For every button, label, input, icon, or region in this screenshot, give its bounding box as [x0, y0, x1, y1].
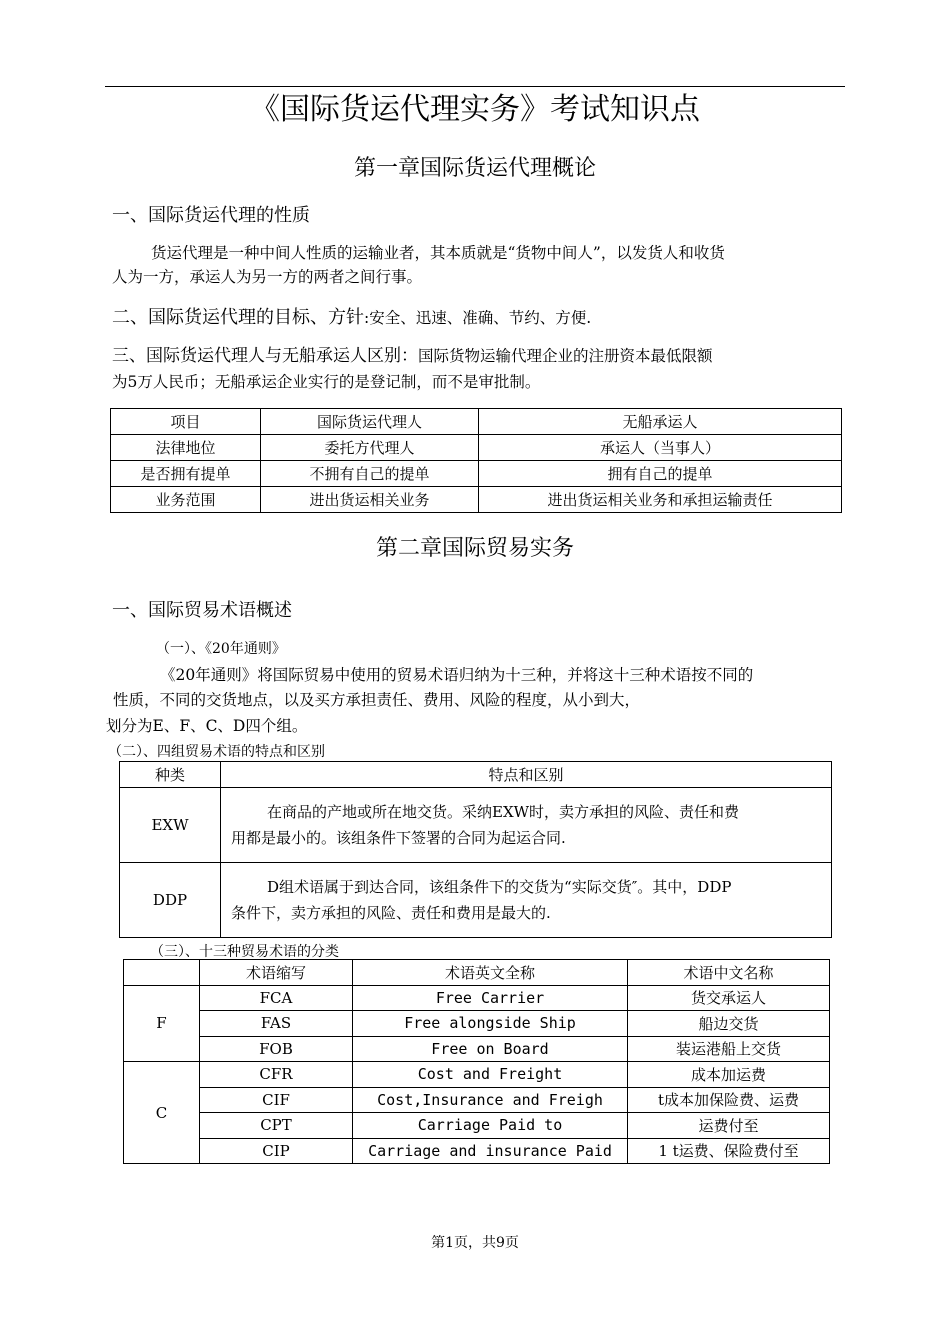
table-row	[124, 1062, 830, 1088]
table-cell: Cost,Insurance and Freigh	[353, 1087, 628, 1113]
table-row	[124, 1113, 830, 1139]
table-cell: 是否拥有提单	[111, 461, 261, 487]
table-cell: t成本加保险费、运费	[628, 1087, 830, 1113]
table-cell: Carriage and insurance Paid	[353, 1138, 628, 1164]
section2	[112, 305, 591, 331]
terms-table	[123, 959, 830, 1164]
table-cell: 委托方代理人	[261, 435, 479, 461]
table-cell: EXW	[120, 788, 221, 863]
table-cell: 法律地位	[111, 435, 261, 461]
table-header-row	[124, 960, 830, 986]
section3-text2: 为5万人民币；无船承运企业实行的是登记制，而不是审批制。	[112, 373, 541, 391]
table-cell: 进出货运相关业务	[261, 487, 479, 513]
section3	[112, 343, 713, 369]
table-cell: CIP	[200, 1138, 353, 1164]
section2-heading: 二、国际货运代理的目标、方针	[112, 307, 364, 328]
table-header-cell: 术语缩写	[200, 960, 353, 986]
section2-text: :安全、迅速、准确、节约、方便.	[364, 309, 592, 327]
incoterms-line2: 性质，不同的交货地点，以及买方承担责任、费用、风险的程度，从小到大，	[113, 691, 641, 709]
incoterms-line3: 划分为E、F、C、D四个组。	[106, 717, 308, 735]
table-cell: 运费付至	[628, 1113, 830, 1139]
table-cell: Free Carrier	[353, 985, 628, 1011]
chapter1-heading: 第一章国际货运代理概论	[353, 156, 596, 181]
thirteen-terms-subheading: （三）、十三种贸易术语的分类	[150, 944, 339, 960]
section3-text1: 国际货物运输代理企业的注册资本最低限额	[418, 347, 713, 365]
table-cell: 装运港船上交货	[628, 1036, 830, 1062]
table-row	[111, 435, 842, 461]
table-header-cell: 特点和区别	[221, 762, 832, 788]
desc-line: 条件下，卖方承担的风险、责任和费用是最大的.	[231, 904, 551, 922]
incoterms-line1: 《20年通则》将国际贸易中使用的贸易术语归纳为十三种，并将这十三种术语按不同的	[160, 666, 754, 684]
table-cell: 1 t运费、保险费付至	[628, 1138, 830, 1164]
table-row	[124, 985, 830, 1011]
table-cell: FCA	[200, 985, 353, 1011]
table-row	[111, 487, 842, 513]
table-cell: CPT	[200, 1113, 353, 1139]
table-cell: 船边交货	[628, 1011, 830, 1037]
table-cell: CIF	[200, 1087, 353, 1113]
table-cell: DDP	[120, 863, 221, 938]
table-row	[120, 863, 832, 938]
table-header-row	[120, 762, 832, 788]
table-row	[124, 1036, 830, 1062]
table-header-cell: 种类	[120, 762, 221, 788]
desc-line: 在商品的产地或所在地交货。采纳EXW时，卖方承担的风险、责任和费	[267, 803, 740, 821]
table-row	[124, 1087, 830, 1113]
table-header-cell	[124, 960, 200, 986]
section1-line2: 人为一方，承运人为另一方的两者之间行事。	[112, 268, 423, 286]
chapter2-heading: 第二章国际贸易实务	[375, 536, 574, 561]
table-header-row	[111, 409, 842, 435]
document-title: 《国际货运代理实务》考试知识点	[250, 92, 700, 127]
desc-line: 用都是最小的。该组条件下签署的合同为起运合同.	[231, 829, 566, 847]
table-header-cell: 国际货运代理人	[261, 409, 479, 435]
page-footer: 第1页，共9页	[431, 1235, 519, 1251]
table-cell: Free on Board	[353, 1036, 628, 1062]
top-rule	[105, 86, 845, 87]
table-cell: 不拥有自己的提单	[261, 461, 479, 487]
groups-table	[119, 761, 832, 938]
table-cell	[221, 863, 832, 938]
table-cell: 业务范围	[111, 487, 261, 513]
table-row	[111, 461, 842, 487]
table-cell: FAS	[200, 1011, 353, 1037]
table-cell: 货交承运人	[628, 985, 830, 1011]
table-row	[120, 788, 832, 863]
section3-heading: 三、国际货运代理人与无船承运人区别：	[112, 346, 418, 366]
trade-terms-heading: 一、国际贸易术语概述	[112, 600, 292, 621]
incoterms-subheading: （一）、《20年通则》	[156, 641, 286, 657]
comparison-table	[110, 408, 842, 513]
table-cell: 成本加运费	[628, 1062, 830, 1088]
table-cell: CFR	[200, 1062, 353, 1088]
table-header-cell: 术语英文全称	[353, 960, 628, 986]
section1-heading: 一、国际货运代理的性质	[112, 205, 310, 226]
table-cell: 承运人（当事人）	[479, 435, 842, 461]
table-cell: 进出货运相关业务和承担运输责任	[479, 487, 842, 513]
four-groups-subheading: （二）、四组贸易术语的特点和区别	[108, 744, 325, 760]
table-cell: 拥有自己的提单	[479, 461, 842, 487]
group-cell: C	[124, 1062, 200, 1164]
table-cell: FOB	[200, 1036, 353, 1062]
table-header-cell: 术语中文名称	[628, 960, 830, 986]
group-cell: F	[124, 985, 200, 1062]
table-cell: Cost and Freight	[353, 1062, 628, 1088]
table-header-cell: 无船承运人	[479, 409, 842, 435]
table-row	[124, 1138, 830, 1164]
desc-line: D组术语属于到达合同，该组条件下的交货为“实际交货″。其中，DDP	[267, 878, 732, 896]
table-row	[124, 1011, 830, 1037]
table-cell	[221, 788, 832, 863]
section1-line1: 货运代理是一种中间人性质的运输业者，其本质就是“货物中间人”，以发货人和收货	[151, 244, 725, 262]
table-header-cell: 项目	[111, 409, 261, 435]
table-cell: Free alongside Ship	[353, 1011, 628, 1037]
table-cell: Carriage Paid to	[353, 1113, 628, 1139]
